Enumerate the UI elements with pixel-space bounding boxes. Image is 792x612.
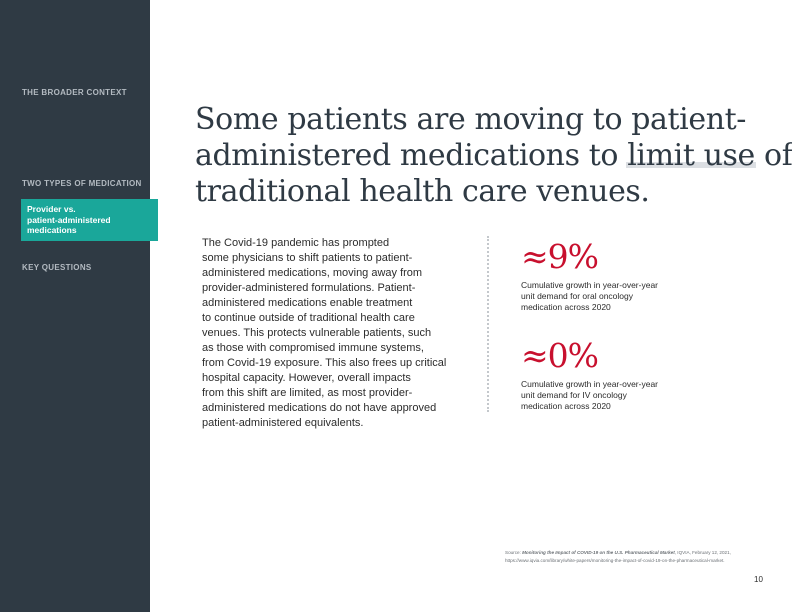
body-line: as those with compromised immune systems, bbox=[202, 342, 424, 354]
stat-desc-line: Cumulative growth in year-over-year bbox=[521, 379, 658, 389]
body-line: patient-administered equivalents. bbox=[202, 417, 364, 429]
stat-desc-line: medication across 2020 bbox=[521, 401, 611, 411]
nav-section-two-types[interactable]: TWO TYPES OF MEDICATION bbox=[22, 179, 142, 188]
body-line: to continue outside of traditional health care bbox=[202, 312, 415, 324]
nav-item-provider-vs-patient[interactable] bbox=[21, 199, 158, 241]
body-line: from Covid-19 exposure. This also frees up critical bbox=[202, 357, 447, 369]
headline-text: administered medications to bbox=[195, 138, 628, 173]
body-paragraph bbox=[202, 236, 472, 431]
stat-desc-line: unit demand for oral oncology bbox=[521, 291, 633, 301]
body-line: hospital capacity. However, overall impacts bbox=[202, 372, 411, 384]
stat-oral-value: ≈9% bbox=[521, 237, 599, 276]
stat-desc-line: unit demand for IV oncology bbox=[521, 390, 627, 400]
body-line: some physicians to shift patients to patient- bbox=[202, 252, 413, 264]
nav-item-label-line: patient-administered bbox=[27, 214, 111, 225]
source-prefix: Source: bbox=[505, 550, 523, 555]
stat-desc-line: medication across 2020 bbox=[521, 302, 611, 312]
body-line: administered medications do not have approved bbox=[202, 402, 437, 414]
sidebar bbox=[0, 0, 150, 612]
source-line bbox=[505, 549, 785, 557]
headline-highlight: limit use bbox=[627, 138, 755, 173]
nav-section-broader-context[interactable]: THE BROADER CONTEXT bbox=[22, 88, 127, 97]
headline-text: of bbox=[754, 138, 792, 173]
source-url[interactable]: https://www.iqvia.com/library/white-papers/monitoring-the-impact-of-covid-19-on-the-pharmaceutical-market. bbox=[505, 558, 725, 563]
body-line: administered medications, moving away from bbox=[202, 267, 423, 279]
stat-iv-description bbox=[521, 379, 721, 412]
body-line: venues. This protects vulnerable patients, such bbox=[202, 327, 432, 339]
headline-line: Some patients are moving to patient- bbox=[195, 102, 747, 137]
body-line: from this shift are limited, as most provider- bbox=[202, 387, 413, 399]
stat-oral-description bbox=[521, 280, 721, 313]
headline-line bbox=[195, 138, 792, 174]
stat-iv-value: ≈0% bbox=[521, 336, 599, 375]
page-headline bbox=[195, 102, 792, 210]
body-line: provider-administered formulations. Patient- bbox=[202, 282, 416, 294]
source-title: Monitoring the Impact of COVID-19 on the U.S. Pharmaceutical Market bbox=[522, 550, 675, 555]
body-line: The Covid-19 pandemic has prompted bbox=[202, 237, 390, 249]
nav-section-key-questions[interactable]: KEY QUESTIONS bbox=[22, 263, 92, 272]
dotted-divider bbox=[487, 236, 489, 412]
source-suffix: , IQVIA, February 12, 2021, bbox=[674, 550, 731, 555]
source-citation bbox=[505, 549, 785, 565]
nav-item-label-line: Provider vs. bbox=[27, 204, 76, 214]
stat-desc-line: Cumulative growth in year-over-year bbox=[521, 280, 658, 290]
body-line: administered medications enable treatment bbox=[202, 297, 413, 309]
page-number: 10 bbox=[754, 575, 763, 584]
headline-line: traditional health care venues. bbox=[195, 174, 650, 209]
nav-item-label-line: medications bbox=[27, 225, 77, 235]
